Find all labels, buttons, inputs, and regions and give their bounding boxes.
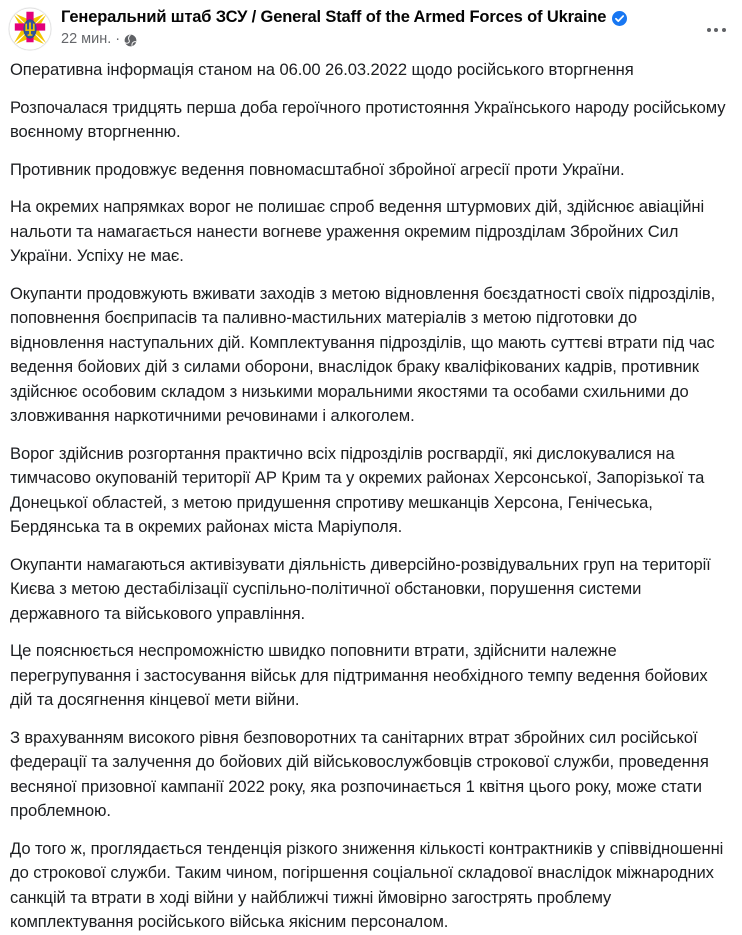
post-paragraph: Ворог здійснив розгортання практично всіх підрозділів росгвардії, які дислокувалися на тимчасово окупованій території АР Крим та у окремих районах Херсонської, Запорізької та Донецької областей, з метою придушення спротиву мешканців Херсона, Генічеська, Бердянська та в окремих районах міста Маріуполя.	[10, 443, 709, 536]
verified-badge-icon	[612, 11, 627, 26]
ellipsis-icon	[707, 28, 726, 32]
post-paragraph: Розпочалася тридцять перша доба героїчного протистояння Українського народу російському воєнному вторгненню.	[10, 97, 730, 141]
post-meta	[61, 30, 627, 48]
name-line	[61, 7, 627, 27]
post-paragraph: До того ж, проглядається тенденція різкого зниження кількості контрактників у співвідношенні до строкової служби. Таким чином, погіршення соціальної складової внаслідок міжнародних санкцій та втрати в ході війни у найближчі тижні ймовірно загострять проблему комплектування російського війська якісним персоналом.	[10, 838, 728, 931]
page-name[interactable]: Генеральний штаб ЗСУ / General Staff of the Armed Forces of Ukraine	[61, 8, 607, 26]
meta-separator: ·	[115, 31, 121, 47]
post-paragraph: Це пояснюється неспроможністю швидко поповнити втрати, здійснити належне перегрупування і застосування військ для підтримання необхідного темпу ведення бойових дій та досягнення кінцевої мети війни.	[10, 641, 713, 709]
globe-icon[interactable]	[124, 34, 137, 47]
post-header	[0, 0, 742, 52]
post-paragraph: Оперативна інформація станом на 06.00 26.03.2022 щодо російського вторгнення	[10, 60, 634, 79]
post-body	[0, 52, 742, 935]
post-paragraph: На окремих напрямках ворог не полишає спроб ведення штурмових дій, здійснює авіаційні нальоти та намагається нанести вогневе ураження окремим підрозділам Збройних Сил України. Успіху не має.	[10, 197, 709, 265]
post-paragraph: З врахуванням високого рівня безповоротних та санітарних втрат збройних сил російської федерації та залучення до бойових дій військовослужбовців строкової служби, проведення весняної призовної кампанії 2022 року, яка розпочинається 1 квітня цього року, може стати проблемною.	[10, 727, 714, 820]
post-options-button[interactable]	[698, 12, 734, 48]
post-paragraph: Окупанти намагаються активізувати діяльність диверсійно-розвідувальних груп на території Києва з метою дестабілізації суспільно-політичної обстановки, порушення системи державного та військового управління.	[10, 554, 716, 623]
post-paragraph: Окупанти продовжують вживати заходів з метою відновлення боєздатності своїх підрозділів, поповнення боєприпасів та паливно-мастильних матеріалів з метою підготовки до відновлення наступальних дій. Комплектування підрозділів, що мають суттєві втрати під час ведення бойових дій з силами оборони, внаслідок браку кваліфікованих кадрів, противник здійснює особовим складом з низькими моральними якостями та особами схильними до зловживання наркотичними речовинами і алкоголем.	[10, 283, 720, 425]
avatar[interactable]	[8, 7, 52, 51]
post-paragraph: Противник продовжує ведення повномасштабної збройної агресії проти України.	[10, 159, 625, 179]
ukraine-general-staff-emblem-icon	[8, 7, 52, 51]
post-timestamp[interactable]: 22 мин.	[61, 31, 112, 47]
header-text	[61, 6, 627, 48]
